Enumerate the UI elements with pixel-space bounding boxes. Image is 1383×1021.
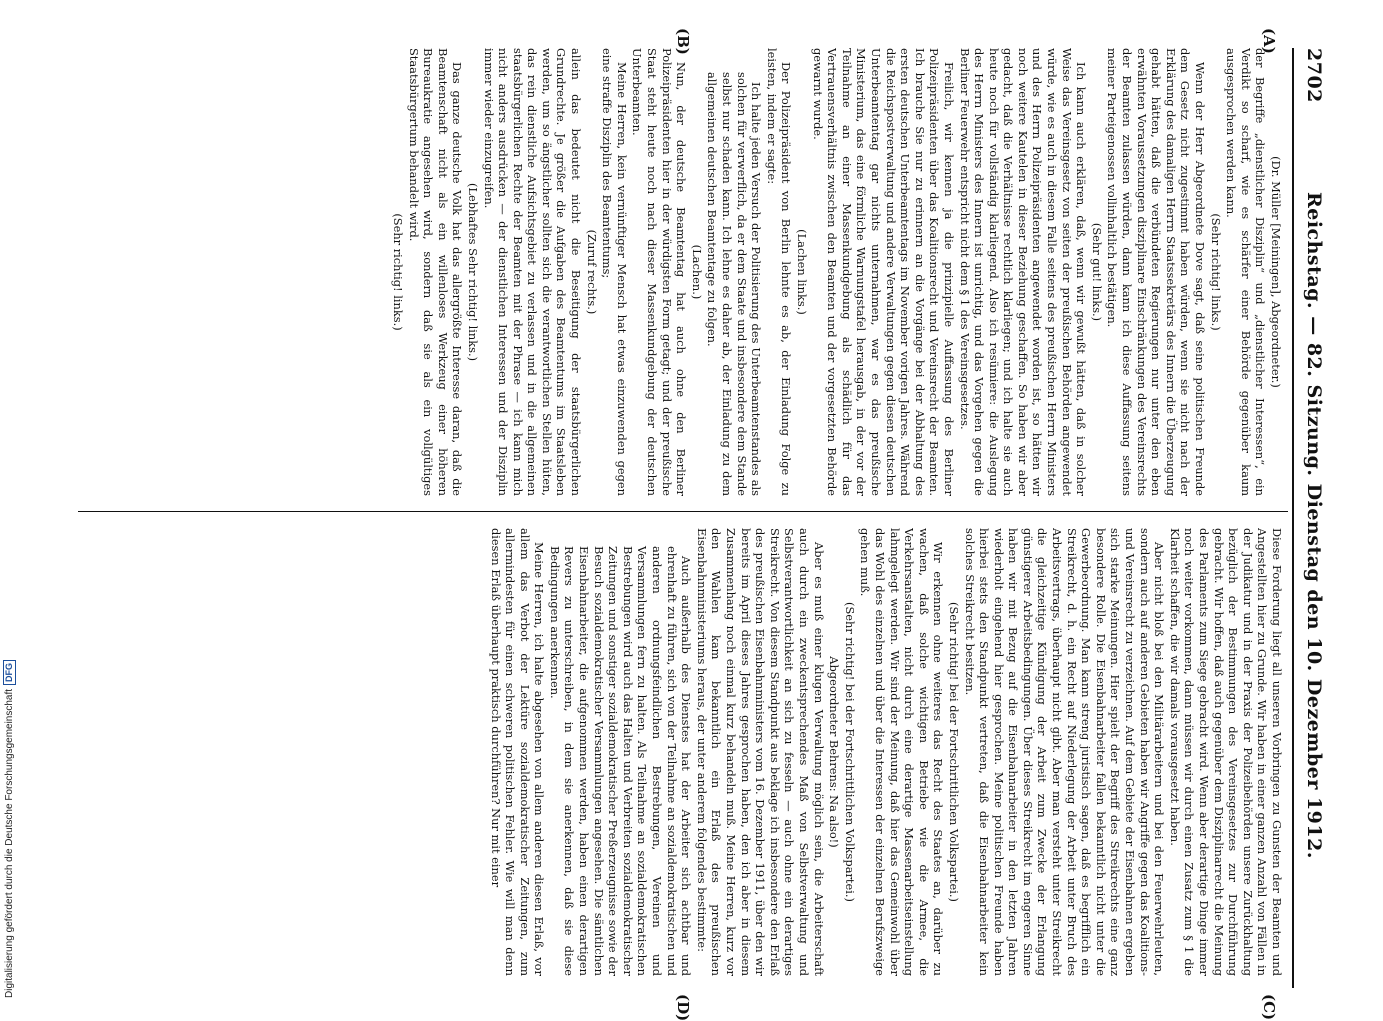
reaction-line: (Zuruf rechts.)	[584, 229, 599, 315]
margin-marker-a: (A)	[1260, 28, 1278, 54]
body-paragraph: Meine Herren, kein vernünftiger Mensch hat etwas einzuwenden gegen eine straffe Disziplin des Beamtentums;	[600, 48, 629, 496]
body-paragraph: Das ganze deutsche Volk hat das allergrößte Interesse daran, daß die Beamtenschaft nicht als ein willenloses Werkzeug einer höheren Bureaukratie angesehen wird, sondern daß sie als ein vollgültiges Staatsbürgertum behandelt wird.	[406, 48, 465, 496]
body-paragraph: Aber es muß einer klugen Verwaltung möglich sein, die Arbeiterschaft auch durch ein zweckentsprechendes Maß von Selbstverwaltung und Selbstverantwortlichkeit an sich zu fesseln — auch ohne ein derartiges Streikrecht. Von diesem Standpunkt aus beklage ich insbesondere den Erlaß des preußischen Eisenbahnministers vom 16. Dezember 1911, über den wir bereits im April dieses Jahres gesprochen haben, den ich aber in diesem Zusammenhang noch einmal kurz behandeln muß. Meine Herren, kurz vor den Wahlen kam bekanntlich ein Erlaß des preußischen Eisenbahnministeriums heraus, der unter anderem folgendes bestimmte:	[694, 528, 826, 976]
body-paragraph: Der Polizeipräsident von Berlin lehnte es ab, der Einladung Folge zu leisten, indem er sagte:	[764, 48, 794, 496]
body-paragraph: Nun, der deutsche Beamtentag hat auch ohne den Berliner Polizeipräsidenten hier in der würdigsten Form getagt; und der preußische Staat steht heute noch nach dieser Massenkundgebung der deutschen Unterbeamten.	[630, 48, 689, 496]
reaction-line: (Lachen.)	[689, 244, 704, 300]
reaction-line: (Sehr richtig! bei der Fortschrittlichen Volkspartei.)	[946, 602, 961, 902]
margin-marker-b: (B)	[674, 28, 692, 55]
body-paragraph: allein das bedeutet nicht die Beseitigung der staatsbürgerlichen Grundrechte. Je größer die Aufgaben des Beamtentums im Staatsleben werden, um so ängstlicher sollten sich die verantwortlichen Stellen hüten, das rein dienstliche Aufsichtsgebiet zu verlassen und in die allgemeinen staatsbürgerlichen Rechte der Beamten mit der Phrase — ich kann mich nicht anders ausdrücken — der dienstlichen Interessen und der Disziplin immer wieder einzugreifen.	[481, 48, 584, 496]
header-rule	[1292, 48, 1294, 988]
body-paragraph: der Begriffe „dienstlicher Disziplin“ und „dienstlicher Interessen“, ein Verdikt so scharf, wie es schärfer einer Behörde gegenüber kaum ausgesprochen werden kann.	[1224, 48, 1268, 496]
dfg-logo: DFG	[3, 660, 16, 685]
page-header	[1296, 48, 1332, 988]
newspaper-page	[70, 28, 1332, 1021]
quoted-decree: Auch außerhalb des Dienstes hat der Arbeiter sich achtbar und ehrenhaft zu führen, sich von der Teilnahme an sozialdemokratischen und anderen ordnungsfeindlichen Bestrebungen, Vereinen und Versammlungen fern zu halten. Als Teilnahme an sozialdemokratischen Bestrebungen wird auch das Halten und Verbreiten sozialdemokratischer Zeitungen und sonstiger sozialdemokratischer Preßerzeugnisse sowie der Besuch sozialdemokratischer Versammlungen angesehen. Die sämtlichen Eisenbahnarbeiter, die aufgenommen werden, haben einen derartigen Revers zu unterschreiben, in dem sie anerkennen, daß sie diese Bedingungen anerkennen.	[547, 546, 694, 976]
quoted-passage: Ich halte jeden Versuch der Politisierung des Unterbeamtenstandes als solchen für verwerflich, da er dem Staate und insbesondere dem Stande selbst nur schaden kann. Ich lehne es daher ab, der Einladung zu dem allgemeinen deutschen Beamtentage zu folgen.	[705, 72, 764, 496]
body-paragraph: Freilich, wir kennen ja die prinzipielle Auffassung des Berliner Polizeipräsidenten über das Koalitionsrecht und Vereinsrecht der Beamten. Ich brauche Sie nur zu erinnern an die Vorgänge bei der Abhaltung des ersten deutschen Unterbeamtentags im November vorigen Jahres. Während die Reichspostverwaltung und andere Verwaltungen gegen diesen deutschen Unterbeamtentag gar nichts unternahmen, war es das preußische Ministerium, das eine förmliche Warnungstafel herausgab, in der vor der Teilnahme an einer Massenkundgebung als schädlich für das Vertrauensverhältnis zwischen den Beamten und der vorgesetzten Behörde gewarnt wurde.	[810, 48, 956, 496]
credit-text: Digitalisierung gefördert durch die Deutsche Forschungsgemeinschaft	[3, 688, 15, 998]
reaction-line: (Sehr richtig! links.)	[390, 213, 405, 331]
right-column	[79, 528, 1284, 976]
column-rule	[78, 511, 1288, 512]
reaction-line: Abgeordneter Behrens: Na also!)	[827, 656, 842, 848]
reaction-line: (Sehr richtig! bei der Fortschrittlichen Volkspartei.)	[842, 602, 857, 902]
reaction-line: (Sehr richtig! links.)	[1208, 213, 1223, 331]
body-paragraph: Ich kann auch erklären, daß, wenn wir gewußt hätten, daß in solcher Weise das Vereinsgesetz von seiten der preußischen Behörden angewendet würde, wie es auch in diesem Falle seitens des preußischen Herrn Ministers und des Herrn Polizeipräsidenten angewendet worden ist, so hätten wir noch weitere Kautelen in dieser Beziehung geschaffen. So haben wir aber gedacht, daß die Verhältnisse rechtlich klarliegen; und ich halte sie auch heute noch für vollständig klarliegend. Also ich resümiere: die Auslegung des Herrn Ministers des Innern ist unrichtig, und das Vorgehen gegen die Berliner Feuerwehr entspricht nicht dem § 1 des Vereinsgesetzes.	[957, 48, 1089, 496]
margin-marker-c: (C)	[1260, 994, 1278, 1021]
reaction-line: (Lebhaftes Sehr richtig! links.)	[465, 182, 480, 362]
margin-marker-d: (D)	[674, 994, 692, 1021]
digitization-credit	[2, 608, 16, 998]
speaker-line: (Dr. Müller [Meiningen], Abgeordneter.)	[1269, 156, 1283, 388]
body-paragraph: Wir erkennen ohne weiteres das Recht des Staates an, darüber zu wachen, daß solche wichtigen Betriebe wie die Armee, die Verkehrsanstalten, nicht durch eine derartige Massenarbeitseinstellung lahmgelegt werden. Wir sind der Meinung, daß hier das Gemeinwohl über das Wohl des einzelnen und über die Interessen der einzelnen Berufszweige gehen muß.	[858, 528, 946, 976]
body-paragraph: Aber nicht bloß bei den Militärarbeitern und bei den Feuerwehrleuten, sondern auch auf anderen Gebieten haben wir Angriffe gegen das Koalitions- und Vereinsrecht zu verzeichnen. Auf dem Gebiete der Eisenbahnen ergeben sich starke Meinungen. Hier spielt der Begriff des Streikrechts eine ganz besondere Rolle. Die Eisenbahnarbeiter fallen bekanntlich nicht unter die Gewerbeordnung. Man kann streng juristisch sagen, daß es begrifflich ein Streikrecht, d. h. ein Recht auf Niederlegung der Arbeit unter Bruch des Arbeitsvertrags, überhaupt nicht gibt. Aber man versteht unter Streikrecht die gleichzeitige Kündigung der Arbeit zum Zwecke der Erlangung günstigerer Arbeitsbedingungen. Über dieses Streikrecht im engeren Sinne haben wir mit Bezug auf die Eisenbahnarbeiter in den letzten Jahren wiederholt eingehend hier gesprochen. Meine politischen Freunde haben hierbei stets den Standpunkt vertreten, daß die Eisenbahnarbeiter kein solches Streikrecht besitzen.	[962, 528, 1167, 976]
reaction-line: (Lachen links.)	[795, 229, 809, 315]
left-column	[134, 48, 1284, 496]
body-paragraph: Meine Herren, ich halte abgesehen von allem anderen diesen Erlaß, vor allem das Verbot der Lektüre sozialdemokratischer Zeitungen, zum allermindesten für einen schweren politischen Fehler. Wie will man denn diesen Erlaß überhaupt praktisch durchführen? Nur mit einer	[488, 528, 547, 976]
body-paragraph: Diese Forderung liegt all unseren Vorbringen zu Gunsten der Beamten und Angestellten hier zu Grunde. Wir haben in einer ganzen Anzahl von Fällen in der Judikatur und in der Praxis der Polizeibehörden unsere Zurückhaltung bezüglich der Bestimmungen des Vereinsgesetzes zur Durchführung gebracht. Wir hoffen, daß auch gegenüber dem Disziplinarrecht die Meinung des Parlaments zum Siege gebracht wird. Wenn aber derartige Dinge immer noch weiter vorkommen, dann müssen wir durch einen Zusatz zum § 1 die Klarheit schaffen, die wir damals vorausgesetzt haben.	[1167, 528, 1284, 976]
page-number: 2702	[1303, 48, 1325, 103]
running-title: Reichstag. — 82. Sitzung. Dienstag den 10. Dezember 1912.	[1303, 191, 1325, 859]
body-paragraph: Wenn der Herr Abgeordnete Dove sagt, daß seine politischen Freunde dem Gesetz nicht zugestimmt haben würden, wenn sie nicht nach der Erklärung des damaligen Herrn Staatssekretärs des Innern die Überzeugung gehabt hätten, daß die verbündeten Regierungen nur unter den eben erwähnten Voraussetzungen disziplinare Einschränkungen des Vereinsrechts der Beamten zulassen würden, dann kann ich diese Auffassung seitens meiner Parteigenossen vollinhaltlich bestätigen.	[1105, 48, 1208, 496]
reaction-line: (Sehr gut! links.)	[1089, 222, 1104, 322]
